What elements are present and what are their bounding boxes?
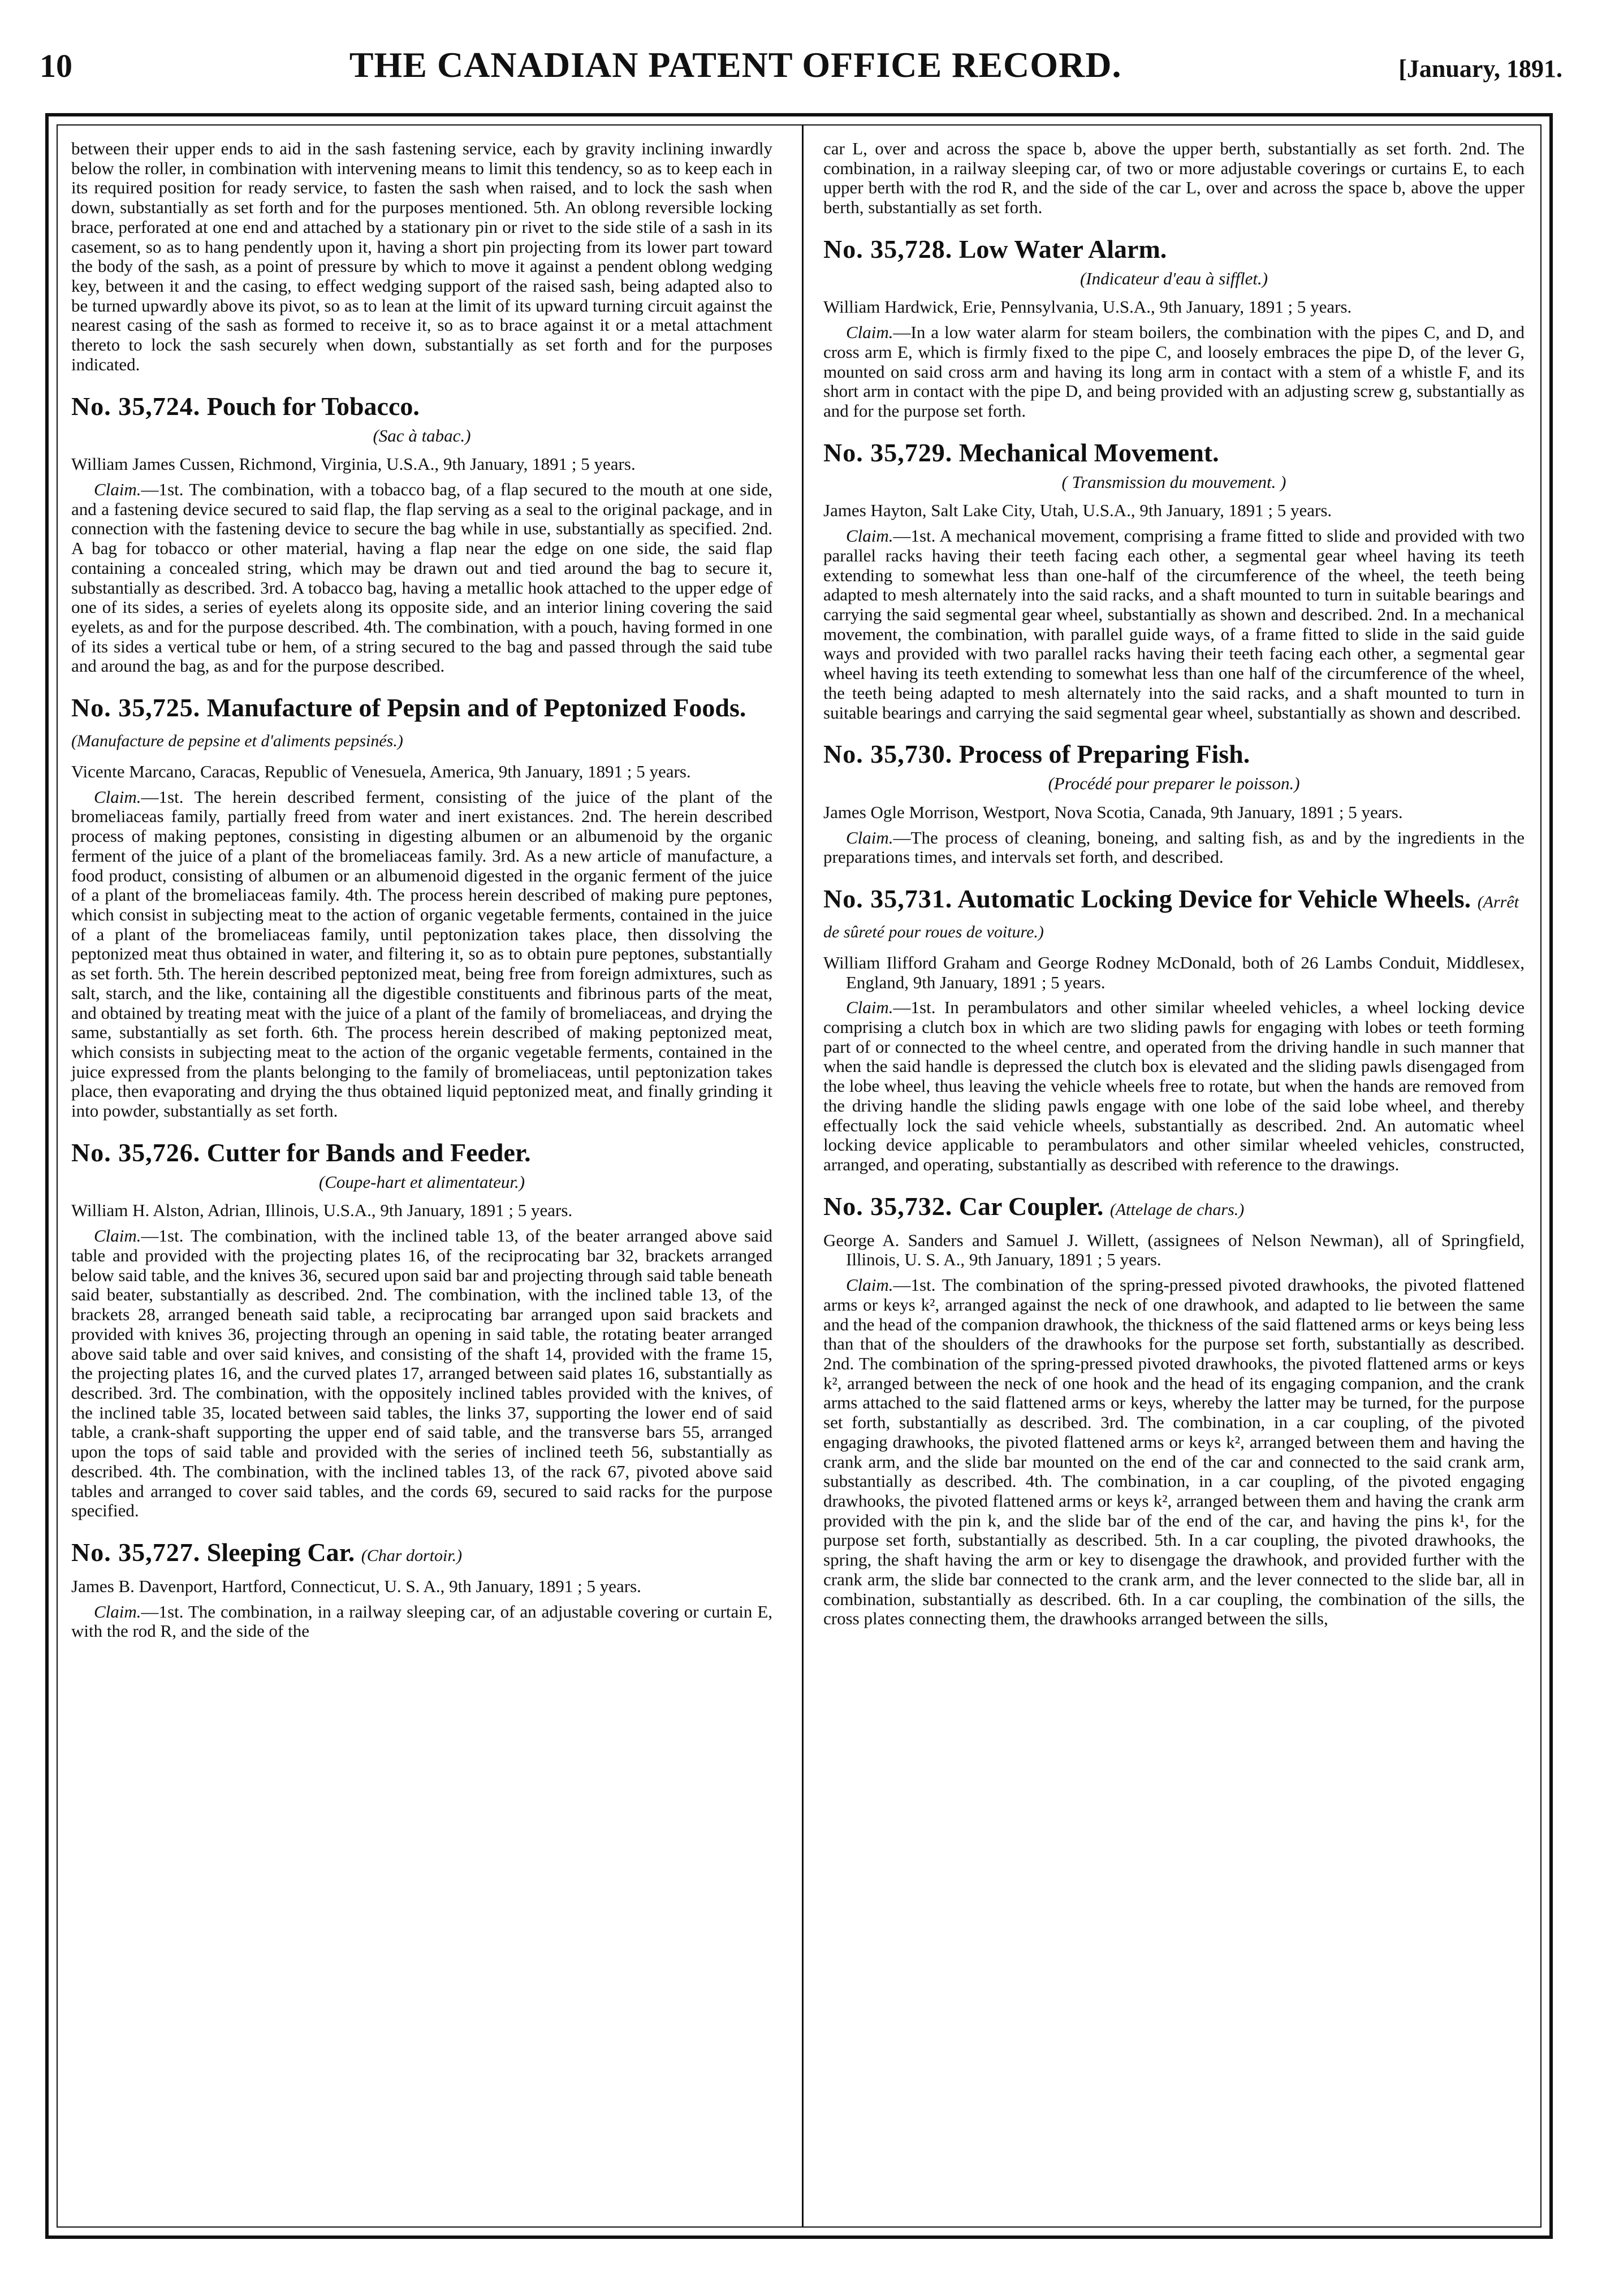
patent-title: Low Water Alarm. bbox=[958, 234, 1167, 263]
patent-title: Process of Preparing Fish. bbox=[958, 740, 1250, 769]
patent-entry bbox=[823, 740, 1525, 867]
applicant: James Ogle Morrison, Westport, Nova Scotia, Canada, 9th January, 1891 ; 5 years. bbox=[823, 802, 1403, 822]
patent-entry bbox=[823, 438, 1525, 723]
french-title: (Arrêt de sûreté pour roues de voiture.) bbox=[823, 893, 1519, 941]
claim-text bbox=[71, 1602, 772, 1641]
entry-heading bbox=[823, 235, 1525, 265]
patent-title: Manufacture of Pepsin and of Peptonized Foods. bbox=[206, 693, 746, 723]
patent-entry bbox=[71, 392, 772, 677]
patent-number: No. 35,729. bbox=[823, 438, 953, 467]
patent-entry bbox=[823, 1192, 1525, 1629]
claim-label: Claim. bbox=[94, 1601, 141, 1622]
french-title: (Char dortoir.) bbox=[361, 1546, 463, 1565]
claim-label: Claim. bbox=[846, 997, 893, 1018]
claim-label: Claim. bbox=[94, 479, 141, 499]
claim-body: —1st. The combination of the spring-pressed pivoted drawhooks, the pivoted flattened arms or keys k², arranged against the neck of one drawhook, and adapted to lie between the same and the head of the companion drawhook, the thickness of the said flattened arms or keys being less than that of the shoulders of the drawhooks for the purpose set forth, substantially as described. 2nd. The combination of the spring-pressed pivoted drawhooks, the pivoted flattened arms or keys k², arranged between the neck of one hook and the head of its engaging companion, and the crank arms attached to the said flattened arms or keys, whereby the latter may be turned, for the purpose set forth, substantially as described. 3rd. The combination, in a car coupling, of the pivoted engaging drawhooks, the pivoted flattened arms or keys k², arranged between them and having the crank arm, and the slide bar mounted on the end of the car and connected to the said crank arm, substantially as described. 4th. The combination, in a car coupling, of the pivoted engaging drawhooks, the pivoted flattened arms or keys k², arranged between them and having the crank arm provided with the pin k, and the slide bar of the end of the car, and having the pins k¹, for the purpose set forth, substantially as described. 5th. In a car coupling, the pivoted drawhooks, the spring, the shaft having the arm or key to disengage the drawhook, and provided further with the crank arm, the slide bar connected to the crank arm, and the lever connected to the slide bar, all in combination, substantially as described. 6th. In a car coupling, the combination of the sills, the cross plates connecting them, the drawhooks arranged between the sills, bbox=[823, 1275, 1525, 1629]
claim-body: —1st. In perambulators and other similar wheeled vehicles, a wheel locking device comprising a clutch box in which are two sliding pawls for engaging with lobes or teeth forming part of or connected to the wheel centre, and operated from the driving handle in such manner that when the said handle is depressed the clutch box is elevated and the sliding pawls disengaged from the lobe wheel, thus leaving the vehicle wheels free to rotate, but when the hands are removed from the driving handle the sliding pawls engage with one lobe of the said lobe wheel, and thereby effectually lock the said vehicle wheels, substantially as described. 2nd. An automatic wheel locking device applicable to perambulators and other similar wheeled vehicles, constructed, arranged, and operating, substantially as described with reference to the drawings. bbox=[823, 997, 1525, 1175]
claim-text bbox=[71, 1226, 772, 1521]
patent-entry bbox=[71, 693, 772, 1121]
page-frame bbox=[45, 113, 1553, 2239]
issue-date: [January, 1891. bbox=[1398, 55, 1562, 83]
claim-body: —In a low water alarm for steam boilers, the combination with the pipes C, and D, and cross arm E, which is firmly fixed to the pipe C, and loosely embraces the pipe D, of the lever G, mounted on said cross arm and having its long arm in contact with a stem of a whistle F, and its short arm in contact with the pipe D, and being provided with an adjusting screw g, substantially as and for the purpose set forth. bbox=[823, 322, 1525, 421]
continuation-text: car L, over and across the space b, above the upper berth, substantially as set forth. 2nd. The combination, in a railway sleeping car, of two or more adjustable coverings or curtains E, to each upper berth with the rod R, and the side of the car L, over and across the space b, above the upper berth, substantially as set forth. bbox=[823, 139, 1525, 218]
french-title: (Coupe-hart et alimentateur.) bbox=[318, 1171, 525, 1192]
claim-body: —1st. The herein described ferment, consisting of the juice of the plant of the bromeliaceas family, partially freed from water and inert existances. 2nd. The herein described process of making peptones, consisting in digesting albumen or an albumenoid by the organic ferment of the juice of a plant of the bromeliaceas family. 3rd. As a new article of manufacture, a food product, consisting of albumen or an albumenoid digested in the organic ferment of the juice of a plant of the bromeliaceas family. 4th. The process herein described of making pure peptones, which consist in subjecting meat to the action of organic vegetable ferments, contained in the juice of a plant of the bromeliaceas family, until peptonization takes place, then dissolving the peptonized meat thus obtained in water, and filtering it, so as to obtain pure peptones, substantially as set forth. 5th. The herein described peptonized meat, being free from foreign admixtures, such as salt, starch, and the like, containing all the digestible constituents and fibrinous parts of the meat, and obtained by treating meat with the juice of a plant of the family of bromeliaceas, and drying the same, substantially as set forth. 6th. The process herein described of making peptonized meat, which consists in subjecting meat to the action of the organic vegetable ferments, contained in the juice expressed from the plants belonging to the family of bromeliaceas, until peptonization takes place, then evaporating and drying the thus obtained liquid peptonized meat, and finally grinding it into powder, substantially as set forth. bbox=[71, 786, 772, 1121]
claim-body: —1st. A mechanical movement, comprising a frame fitted to slide and provided with two parallel racks having their teeth facing each other, a segmental gear wheel having its teeth extending to somewhat less than one-half of the circumference of the wheel, the teeth being adapted to mesh alternately into the said racks, and a shaft mounted to turn in suitable bearings and carrying the said segmental gear wheel, substantially as shown and described. 2nd. In a mechanical movement, the combination, with parallel guide ways, of a frame fitted to slide in the said guide ways and provided with two parallel racks having their teeth facing each other, a segmental gear wheel having its teeth extending to somewhat less than one half of the circumference of the wheel, the teeth being adapted to mesh alternately into the said racks, and a shaft mounted to turn in suitable bearings and carrying the said segmental gear wheel, substantially as shown and described. bbox=[823, 526, 1525, 723]
claim-body: —1st. The combination, with the inclined table 13, of the beater arranged above said table and provided with the projecting plates 16, of the reciprocating bar 32, brackets arranged below said table, and the knives 36, secured upon said bar and projecting through said table beneath said beater, substantially as described. 2nd. The combination, with the inclined table 13, of the brackets 28, arranged beneath said table, a reciprocating bar arranged upon said brackets and provided with knives 36, projecting through an opening in said table, the rotating beater arranged above said table and over said knives, and consisting of the shaft 14, provided with the frame 15, the projecting plates 16, and the curved plates 17, arranged between said plates 16, substantially as described. 3rd. The combination, with the oppositely inclined tables provided with the knives, of the inclined table 35, located between said tables, the links 37, supporting the lower end of said table, a crank-shaft supporting the upper end of said table, and the transverse bars 55, arranged upon the tops of said table and provided with the series of inclined teeth 56, substantially as described. 4th. The combination, with the inclined tables 13, of the rack 67, pivoted above said tables and arranged to cover said tables, and the cords 69, secured to said racks for the purpose specified. bbox=[71, 1226, 772, 1521]
page-header bbox=[40, 44, 1562, 84]
patent-number: No. 35,730. bbox=[823, 740, 953, 769]
entry-heading bbox=[823, 740, 1525, 769]
claim-label: Claim. bbox=[94, 786, 141, 807]
claim-text bbox=[823, 828, 1525, 867]
french-title: (Procédé pour preparer le poisson.) bbox=[1048, 773, 1300, 794]
entry-heading bbox=[823, 438, 1525, 468]
journal-title: THE CANADIAN PATENT OFFICE RECORD. bbox=[349, 45, 1122, 85]
patent-entry bbox=[71, 1538, 772, 1641]
applicant: George A. Sanders and Samuel J. Willett, (assignees of Nelson Newman), all of Springfield, Illinois, U. S. A., 9th January, 1891 ; 5 years. bbox=[823, 1230, 1525, 1270]
patent-number: No. 35,732. bbox=[823, 1191, 953, 1221]
patent-number: No. 35,727. bbox=[71, 1537, 201, 1567]
patent-number: No. 35,725. bbox=[71, 693, 201, 723]
entry-heading bbox=[71, 1538, 772, 1568]
entry-heading bbox=[71, 693, 772, 753]
patent-entry bbox=[71, 1138, 772, 1521]
claim-body: —1st. The combination, with a tobacco bag, of a flap secured to the mouth at one side, and a fastening device secured to said flap, the flap serving as a seal to the original package, and in connection with the fastening device to secure the bag while in use, substantially as specified. 2nd. A bag for tobacco or other material, having a flap near the edge on one side, the said flap containing a concealed string, which may be drawn out and tied around the bag to secure it, substantially as described. 3rd. A tobacco bag, having a metallic hook attached to the upper edge of one of its sides, a series of eyelets along its opposite side, and an interior lining covering the said eyelets, as and for the purpose described. 4th. The combination, with a pouch, having formed in one of its sides a vertical tube or hem, of a string secured to the bag and passed through the said tube and around the bag, as and for the purpose described. bbox=[71, 479, 772, 676]
patent-title: Pouch for Tobacco. bbox=[206, 391, 420, 421]
applicant: William Hardwick, Erie, Pennsylvania, U.S.A., 9th January, 1891 ; 5 years. bbox=[823, 297, 1352, 317]
column-divider bbox=[802, 124, 804, 2228]
patent-title: Automatic Locking Device for Vehicle Wheels. bbox=[957, 884, 1471, 914]
claim-body: —1st. The combination, in a railway sleeping car, of an adjustable covering or curtain E, with the rod R, and the side of the bbox=[71, 1601, 772, 1641]
patent-title: Cutter for Bands and Feeder. bbox=[206, 1138, 531, 1167]
patent-number: No. 35,731. bbox=[823, 884, 953, 914]
claim-text bbox=[71, 480, 772, 676]
patent-title: Mechanical Movement. bbox=[958, 438, 1219, 467]
claim-text bbox=[823, 1275, 1525, 1629]
claim-body: —The process of cleaning, boneing, and salting fish, as and by the ingredients in the preparations times, and intervals set forth, and described. bbox=[823, 827, 1525, 867]
claim-label: Claim. bbox=[846, 1275, 893, 1295]
claim-text bbox=[71, 788, 772, 1121]
claim-label: Claim. bbox=[846, 322, 893, 343]
patent-number: No. 35,724. bbox=[71, 391, 201, 421]
applicant: James Hayton, Salt Lake City, Utah, U.S.A., 9th January, 1891 ; 5 years. bbox=[823, 500, 1332, 521]
applicant: Vicente Marcano, Caracas, Republic of Venesuela, America, 9th January, 1891 ; 5 years. bbox=[71, 761, 691, 781]
french-title: (Attelage de chars.) bbox=[1109, 1200, 1245, 1219]
entry-heading bbox=[71, 1138, 772, 1168]
right-column bbox=[823, 139, 1525, 1646]
claim-label: Claim. bbox=[94, 1226, 141, 1246]
entry-heading bbox=[71, 392, 772, 422]
french-title: (Sac à tabac.) bbox=[373, 425, 471, 446]
entry-heading bbox=[823, 884, 1525, 944]
applicant: James B. Davenport, Hartford, Connecticut, U. S. A., 9th January, 1891 ; 5 years. bbox=[71, 1576, 641, 1596]
continuation-text: between their upper ends to aid in the sash fastening service, each by gravity inclining inwardly below the roller, in combination with intervening means to limit this tendency, so as to keep each in its required position for ready service, to fasten the sash when raised, and to lock the sash when down, substantially as set forth and for the purposes mentioned. 5th. An oblong reversible locking brace, perforated at one end and attached by a stationary pin or rivet to the side stile of a sash in its casement, so as to hang pendently upon it, having a short pin projecting from its lower part toward the body of the sash, as a point of pressure by which to move it against a pendent oblong wedging key, between it and the casing, to effect wedging support of the raised sash, being adapted also to be turned upwardly above its pivot, so as to lean at the limit of its upward turning circuit against the nearest casing of the sash as formed to receive it, so as to brace against it or a metal attachment thereto to lock the sash securely when down, substantially as set forth and for the purposes indicated. bbox=[71, 139, 772, 374]
claim-text bbox=[823, 998, 1525, 1174]
applicant: William Ilifford Graham and George Rodney McDonald, both of 26 Lambs Conduit, Middlesex, England, 9th January, 1891 ; 5 years. bbox=[823, 952, 1525, 992]
entry-heading bbox=[823, 1192, 1525, 1222]
french-title: ( Transmission du mouvement. ) bbox=[1061, 472, 1286, 492]
page-number: 10 bbox=[40, 47, 72, 84]
claim-label: Claim. bbox=[846, 526, 893, 546]
left-column bbox=[71, 139, 772, 1658]
patent-number: No. 35,726. bbox=[71, 1138, 201, 1167]
applicant: William James Cussen, Richmond, Virginia, U.S.A., 9th January, 1891 ; 5 years. bbox=[71, 454, 636, 474]
french-title: (Manufacture de pepsine et d'aliments pepsinés.) bbox=[71, 732, 403, 751]
patent-entry bbox=[823, 884, 1525, 1175]
claim-label: Claim. bbox=[846, 827, 893, 848]
patent-entry bbox=[823, 235, 1525, 421]
patent-title: Sleeping Car. bbox=[206, 1537, 355, 1567]
applicant: William H. Alston, Adrian, Illinois, U.S.A., 9th January, 1891 ; 5 years. bbox=[71, 1200, 573, 1221]
claim-text bbox=[823, 526, 1525, 723]
patent-number: No. 35,728. bbox=[823, 234, 953, 263]
french-title: (Indicateur d'eau à sifflet.) bbox=[1079, 268, 1268, 288]
claim-text bbox=[823, 323, 1525, 421]
patent-title: Car Coupler. bbox=[958, 1191, 1104, 1221]
